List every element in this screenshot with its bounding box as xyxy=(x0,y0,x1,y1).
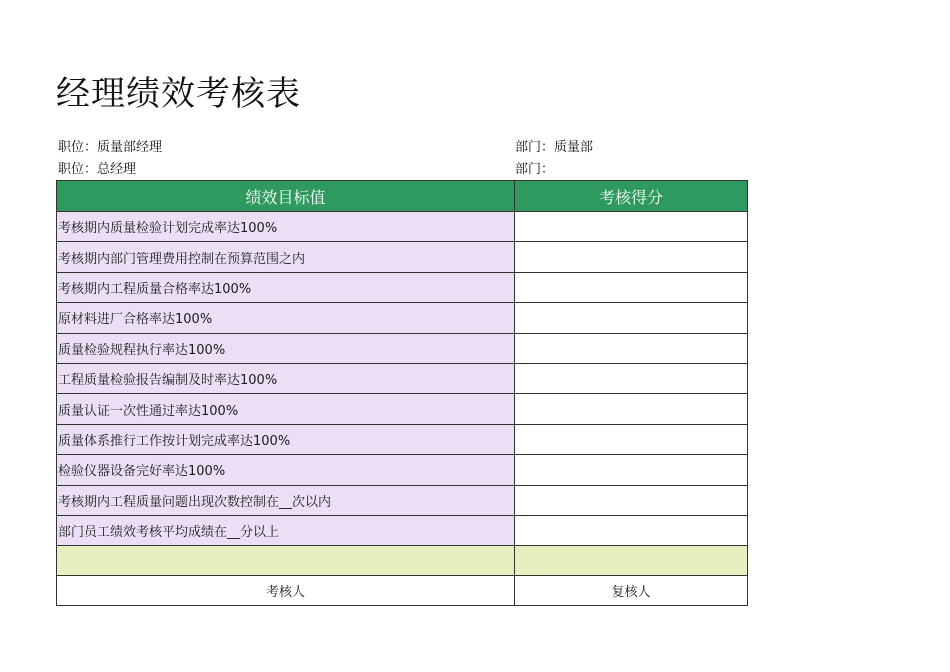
header-goal: 绩效目标值 xyxy=(57,181,515,212)
table-row xyxy=(57,212,748,242)
score-cell[interactable] xyxy=(515,333,748,363)
table-row xyxy=(57,455,748,485)
header-score: 考核得分 xyxy=(515,181,748,212)
score-cell[interactable] xyxy=(515,303,748,333)
position-label-2: 职位：总经理 xyxy=(58,162,137,177)
goal-cell[interactable]: 质量检验规程执行率达100% xyxy=(57,333,515,363)
table-row xyxy=(57,485,748,515)
score-cell[interactable] xyxy=(515,394,748,424)
score-cell[interactable] xyxy=(515,455,748,485)
table-row xyxy=(57,363,748,393)
goal-cell[interactable]: 部门员工绩效考核平均成绩在__分以上 xyxy=(57,515,515,545)
performance-table xyxy=(56,180,748,606)
total-row xyxy=(57,546,748,576)
goal-cell[interactable]: 检验仪器设备完好率达100% xyxy=(57,455,515,485)
score-cell[interactable] xyxy=(515,212,748,242)
goal-cell[interactable]: 工程质量检验报告编制及时率达100% xyxy=(57,363,515,393)
score-cell[interactable] xyxy=(515,485,748,515)
signature-row xyxy=(57,576,748,606)
table-header-row xyxy=(57,181,748,212)
page-title: 经理绩效考核表 xyxy=(56,74,301,114)
position-label-1: 职位：质量部经理 xyxy=(58,140,163,155)
goal-cell[interactable]: 考核期内部门管理费用控制在预算范围之内 xyxy=(57,242,515,272)
total-score-cell[interactable] xyxy=(515,546,748,576)
approver-label[interactable]: 复核人 xyxy=(515,576,748,606)
total-label-cell[interactable] xyxy=(57,546,515,576)
table-row xyxy=(57,333,748,363)
table-row xyxy=(57,424,748,454)
department-label-2: 部门： xyxy=(515,162,555,177)
score-cell[interactable] xyxy=(515,515,748,545)
table-row xyxy=(57,272,748,302)
table-row xyxy=(57,515,748,545)
goal-cell[interactable]: 质量体系推行工作按计划完成率达100% xyxy=(57,424,515,454)
goal-cell[interactable]: 考核期内工程质量问题出现次数控制在__次以内 xyxy=(57,485,515,515)
table-row xyxy=(57,394,748,424)
department-label-1: 部门：质量部 xyxy=(515,140,594,155)
score-cell[interactable] xyxy=(515,242,748,272)
score-cell[interactable] xyxy=(515,272,748,302)
table-row xyxy=(57,242,748,272)
goal-cell[interactable]: 考核期内质量检验计划完成率达100% xyxy=(57,212,515,242)
score-cell[interactable] xyxy=(515,363,748,393)
table-row xyxy=(57,303,748,333)
score-cell[interactable] xyxy=(515,424,748,454)
reviewer-label[interactable]: 考核人 xyxy=(57,576,515,606)
goal-cell[interactable]: 质量认证一次性通过率达100% xyxy=(57,394,515,424)
goal-cell[interactable]: 原材料进厂合格率达100% xyxy=(57,303,515,333)
goal-cell[interactable]: 考核期内工程质量合格率达100% xyxy=(57,272,515,302)
